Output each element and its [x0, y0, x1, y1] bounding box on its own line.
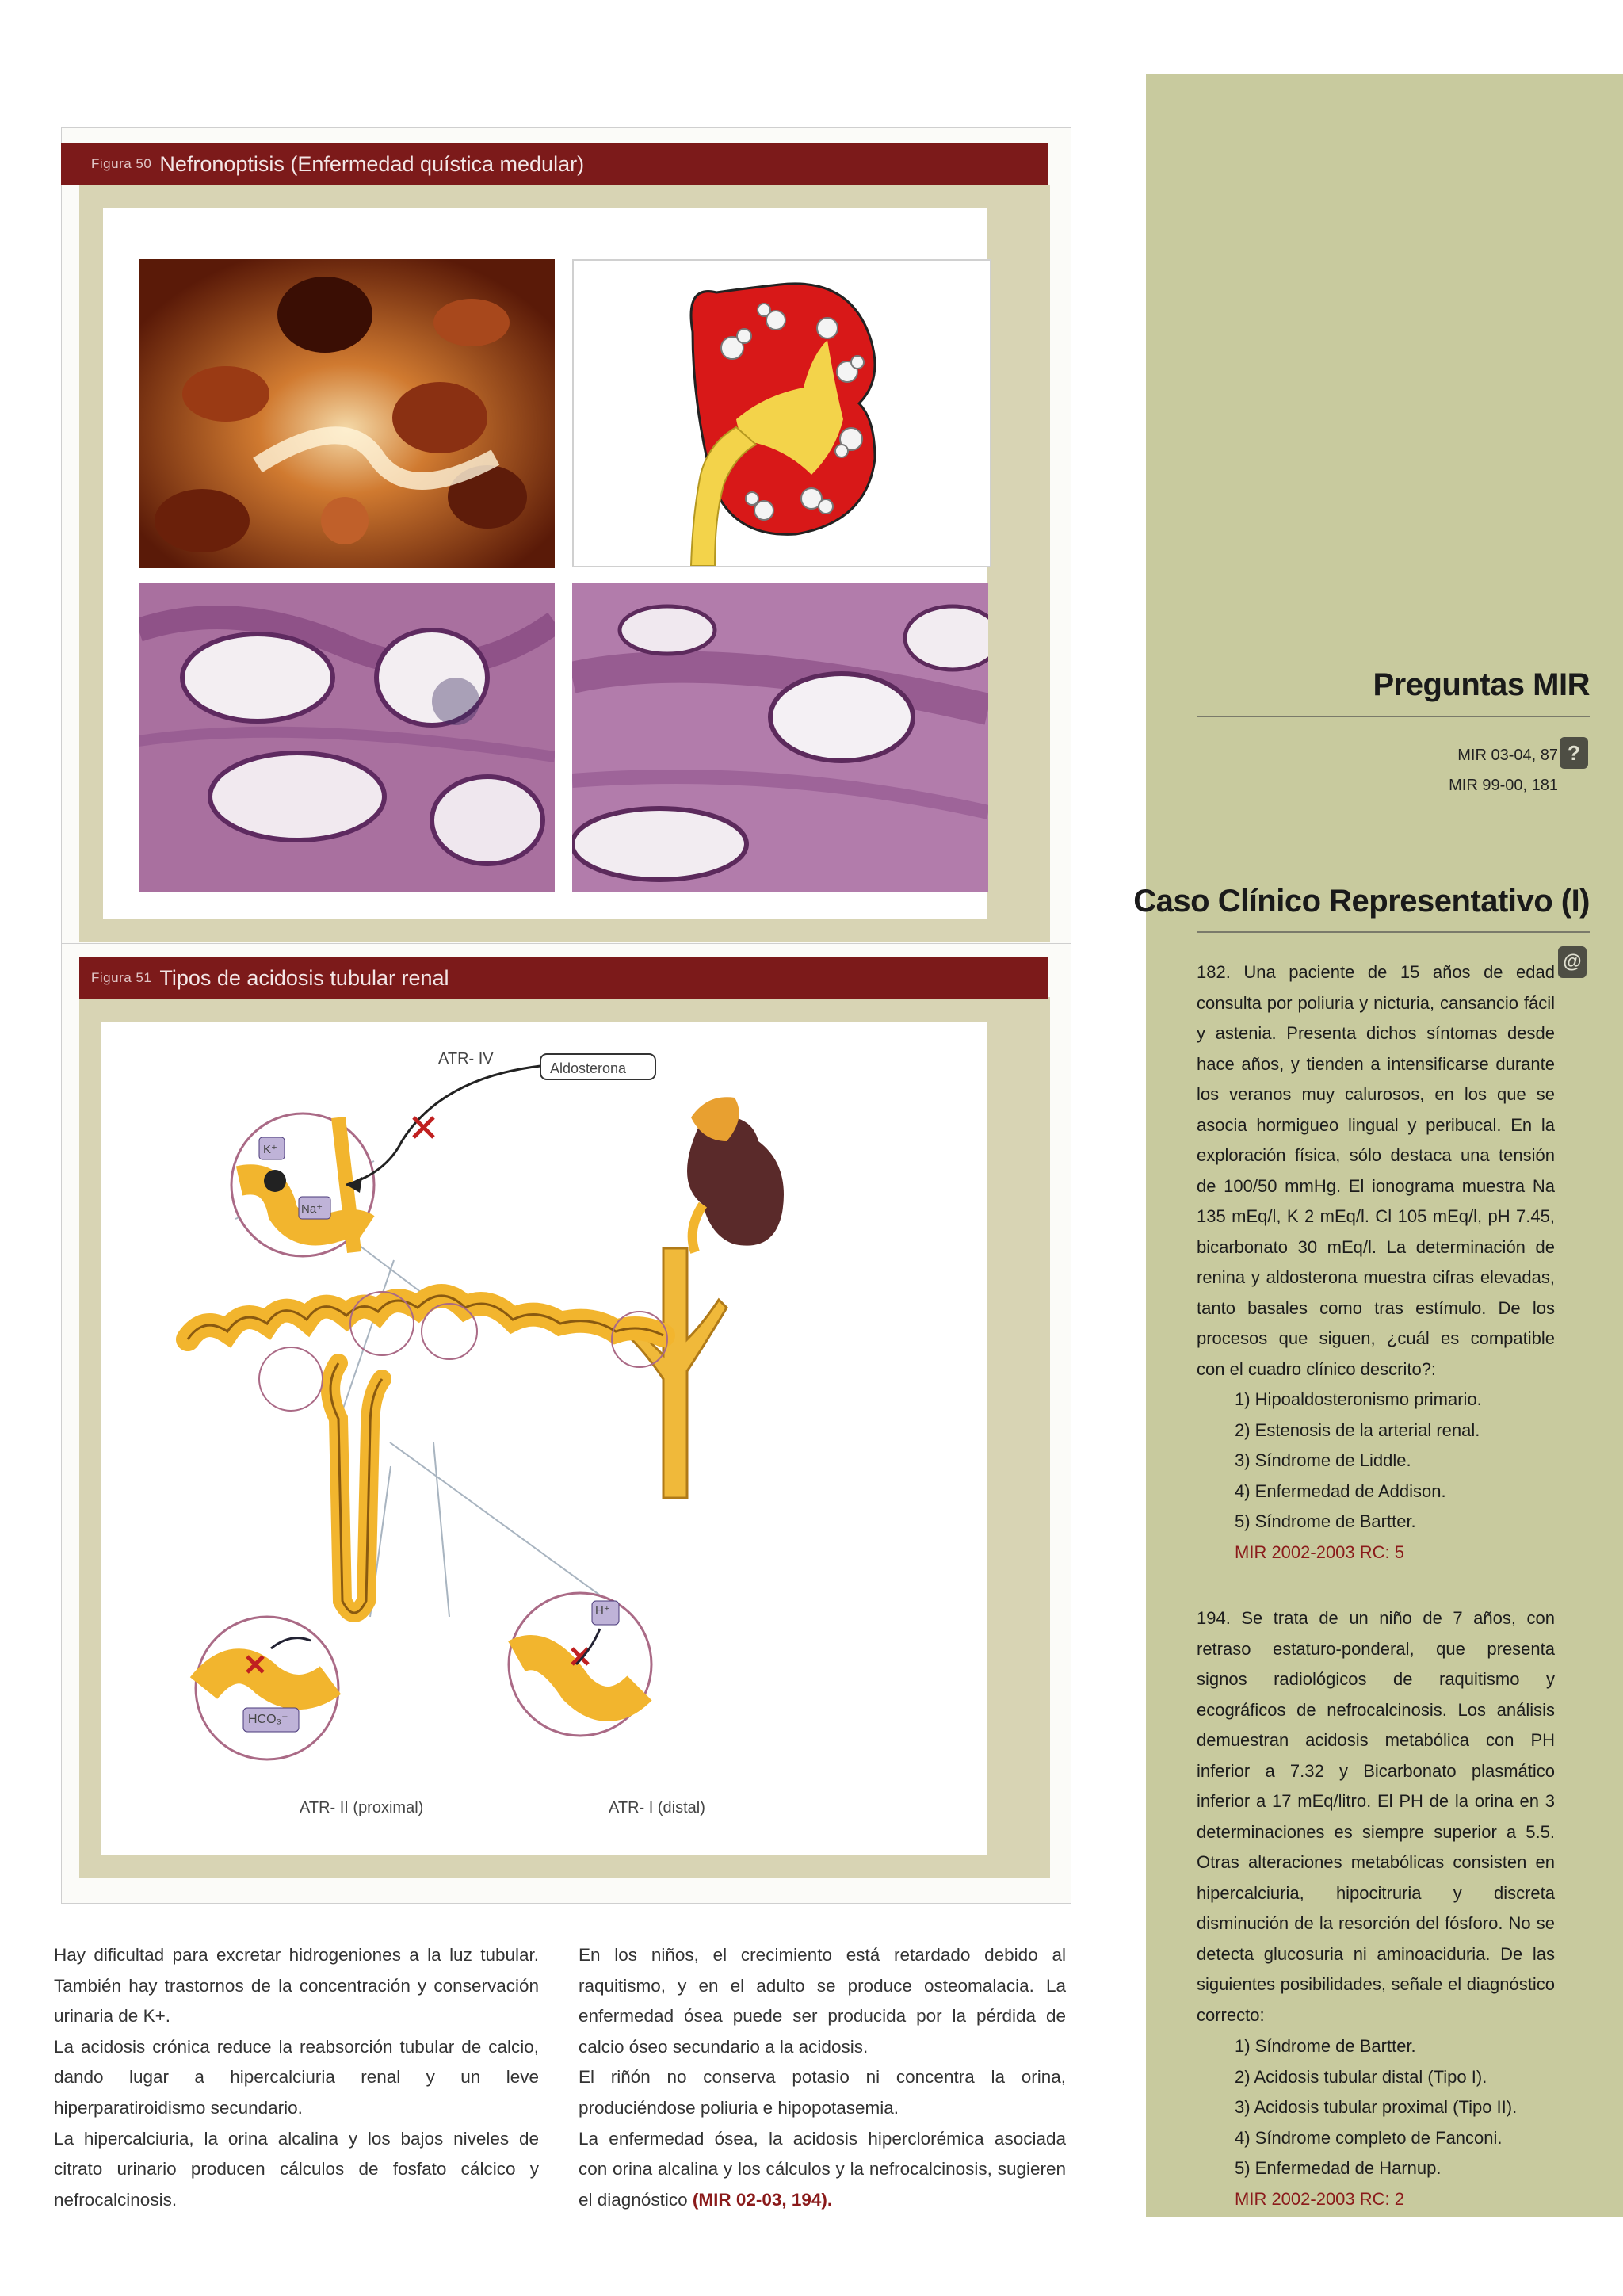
case-option: 2) Acidosis tubular distal (Tipo I).	[1235, 2066, 1487, 2087]
case-option: 5) Síndrome de Bartter.	[1235, 1511, 1416, 1531]
figure-51-header	[79, 957, 1048, 999]
figure-50-header	[61, 143, 1048, 185]
case-answer: MIR 2002-2003 RC: 5	[1235, 1541, 1404, 1562]
divider	[1197, 931, 1590, 933]
body-paragraph: En los niños, el crecimiento está retardado debido al raquitismo, y en el adulto se produce osteomalacia. La enfermedad ósea puede ser producida por la pérdida de calcio óseo secundario a la acidosis.	[579, 1945, 1066, 2057]
mir-ref-2[interactable]: MIR 99-00, 181	[1449, 777, 1558, 794]
case-option: 4) Síndrome completo de Fanconi.	[1235, 2127, 1503, 2148]
figure-number: Figura 51	[91, 970, 152, 985]
body-paragraph: El riñón no conserva potasio ni concentra la orina, produciéndose poliuria e hipopotasemia.	[579, 2067, 1066, 2118]
label-hydrogen: H⁺	[595, 1604, 610, 1618]
label-atr2-proximal: ATR- II (proximal)	[300, 1799, 424, 1817]
case-option: 3) Síndrome de Liddle.	[1235, 1450, 1411, 1470]
label-bicarbonate: HCO₃⁻	[248, 1713, 288, 1726]
body-paragraph-text: La enfermedad ósea, la acidosis hiperclorémica asociada con orina alcalina y los cálculos y la nefrocalcinosis, sugieren el diagnóstico	[579, 2128, 1066, 2210]
body-paragraph: Hay dificultad para excretar hidrogeniones a la luz tubular. También hay trastornos de la concentración y conservación urinaria de K+.	[54, 1945, 539, 2027]
body-paragraph: La acidosis crónica reduce la reabsorción tubular de calcio, dando lugar a hipercalciuria renal y un leve hiperparatiroidismo secundario.	[54, 2036, 539, 2118]
divider	[1197, 716, 1590, 717]
figure-title: Nefronoptisis (Enfermedad quística medular)	[159, 151, 585, 176]
label-aldosterona: Aldosterona	[550, 1060, 627, 1076]
histology-photo-right	[572, 583, 988, 892]
case-2-options	[1235, 2031, 1568, 2214]
case-1-text: 182. Una paciente de 15 años de edad consulta por poliuria y nicturia, cansancio fácil y astenia. Presenta dichos síntomas desde hace años, y tienden a intensificarse durante los veranos muy calurosos, en los que se asocia hormigueo lingual y peribucal. En la exploración física, sólo destaca una tensión de 100/50 mmHg. El ionograma muestra Na 135 mEq/l, K 2 mEq/l. Cl 105 mEq/l, pH 7.45, bicarbonato 30 mEq/l. La determinación de renina y aldosterona muestra cifras elevadas, tanto basales como tras estímulo. De los procesos que siguen, ¿cuál es compatible con el cuadro clínico descrito?:	[1197, 962, 1555, 1379]
histology-photo-left	[139, 583, 555, 892]
caso-clinico-heading: Caso Clínico Representativo (I)	[1133, 884, 1590, 919]
case-2-text: 194. Se trata de un niño de 7 años, con retraso estaturo-ponderal, que presenta signos radiológicos de raquitismo y ecográficos de nefrocalcinosis. Los análisis demuestran acidosis metabólica con PH inferior a 7.32 y Bicarbonato plasmático inferior a 17 mEq/litro. El PH de la orina en 3 determinaciones es siempre superior a 5.5. Otras alteraciones metabólicas consisten en hipercalciuria, hipocitruria y discreta disminución de la resorción del fósforo. No se detecta glucosuria ni aminoaciduria. De las siguientes posibilidades, señale el diagnóstico correcto:	[1197, 1608, 1555, 2025]
question-icon: ?	[1560, 737, 1588, 769]
label-atr4: ATR- IV	[438, 1050, 494, 1068]
case-option: 3) Acidosis tubular proximal (Tipo II).	[1235, 2097, 1518, 2117]
label-atr1-distal: ATR- I (distal)	[609, 1799, 705, 1817]
kidney-cyst-diagram	[572, 259, 991, 567]
mir-reference[interactable]: (MIR 02-03, 194).	[692, 2189, 833, 2210]
renal-tubular-acidosis-diagram	[101, 1022, 987, 1855]
case-option: 2) Estenosis de la arterial renal.	[1235, 1419, 1480, 1440]
label-potassium: K⁺	[263, 1143, 277, 1156]
body-paragraph: La hipercalciuria, la orina alcalina y los bajos niveles de citrato urinario producen cálculos de fosfato cálcico y nefrocalcinosis.	[54, 2128, 539, 2210]
preguntas-mir-heading: Preguntas MIR	[1373, 667, 1590, 702]
case-option: 1) Hipoaldosteronismo primario.	[1235, 1389, 1482, 1409]
mir-ref-1[interactable]: MIR 03-04, 87	[1457, 747, 1558, 764]
case-answer: MIR 2002-2003 RC: 2	[1235, 2188, 1404, 2209]
macroscopic-kidney-photo	[139, 259, 555, 568]
body-paragraph	[579, 2124, 1066, 2216]
at-icon: @	[1558, 946, 1587, 978]
case-option: 4) Enfermedad de Addison.	[1235, 1480, 1446, 1501]
case-option: 1) Síndrome de Bartter.	[1235, 2036, 1416, 2056]
label-sodium: Na⁺	[301, 1202, 323, 1216]
figure-number: Figura 50	[91, 156, 152, 171]
body-column-1	[54, 1940, 539, 2215]
case-1-options	[1235, 1385, 1568, 1568]
body-column-2	[579, 1940, 1066, 2215]
case-option: 5) Enfermedad de Harnup.	[1235, 2158, 1442, 2178]
figure-title: Tipos de acidosis tubular renal	[159, 965, 449, 990]
figure-51-inner	[101, 1022, 987, 1855]
